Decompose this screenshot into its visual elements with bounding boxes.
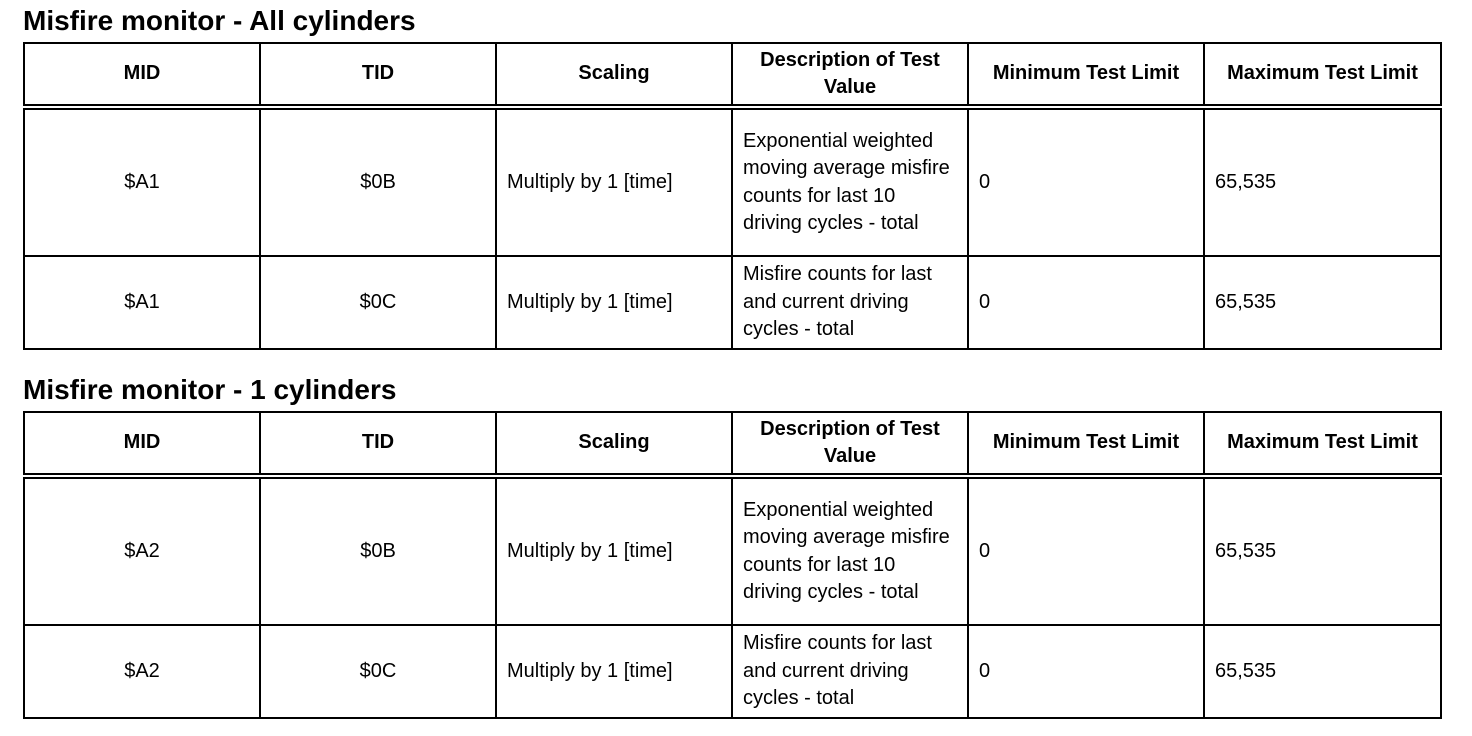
header-mid: MID [24,43,260,107]
header-tid: TID [260,412,496,476]
header-min-limit: Minimum Test Limit [968,412,1204,476]
cell-tid: $0C [260,625,496,718]
header-scaling: Scaling [496,43,732,107]
header-scaling: Scaling [496,412,732,476]
table-row [24,476,1441,625]
test-table [23,411,1442,719]
cell-description: Exponential weighted moving average misfire counts for last 10 driving cycles - total [732,107,968,256]
header-min-limit: Minimum Test Limit [968,43,1204,107]
table-row [24,256,1441,349]
header-description: Description of Test Value [732,43,968,107]
header-max-limit: Maximum Test Limit [1204,412,1441,476]
cell-description: Misfire counts for last and current driving cycles - total [732,625,968,718]
header-row [24,412,1441,476]
cell-min-limit: 0 [968,625,1204,718]
header-max-limit: Maximum Test Limit [1204,43,1441,107]
cell-scaling: Multiply by 1 [time] [496,625,732,718]
header-description: Description of Test Value [732,412,968,476]
cell-min-limit: 0 [968,256,1204,349]
cell-max-limit: 65,535 [1204,107,1441,256]
cell-min-limit: 0 [968,107,1204,256]
section-title: Misfire monitor - 1 cylinders [23,374,397,405]
table-row [24,107,1441,256]
cell-description: Misfire counts for last and current driving cycles - total [732,256,968,349]
cell-max-limit: 65,535 [1204,476,1441,625]
cell-mid: $A1 [24,107,260,256]
cell-scaling: Multiply by 1 [time] [496,476,732,625]
cell-scaling: Multiply by 1 [time] [496,256,732,349]
cell-tid: $0B [260,476,496,625]
table-row [24,625,1441,718]
cell-mid: $A2 [24,476,260,625]
header-mid: MID [24,412,260,476]
test-table [23,42,1442,350]
cell-max-limit: 65,535 [1204,625,1441,718]
section-title: Misfire monitor - All cylinders [23,5,416,36]
header-tid: TID [260,43,496,107]
cell-max-limit: 65,535 [1204,256,1441,349]
cell-scaling: Multiply by 1 [time] [496,107,732,256]
cell-min-limit: 0 [968,476,1204,625]
header-row [24,43,1441,107]
cell-mid: $A1 [24,256,260,349]
cell-description: Exponential weighted moving average misfire counts for last 10 driving cycles - total [732,476,968,625]
cell-tid: $0B [260,107,496,256]
cell-tid: $0C [260,256,496,349]
cell-mid: $A2 [24,625,260,718]
